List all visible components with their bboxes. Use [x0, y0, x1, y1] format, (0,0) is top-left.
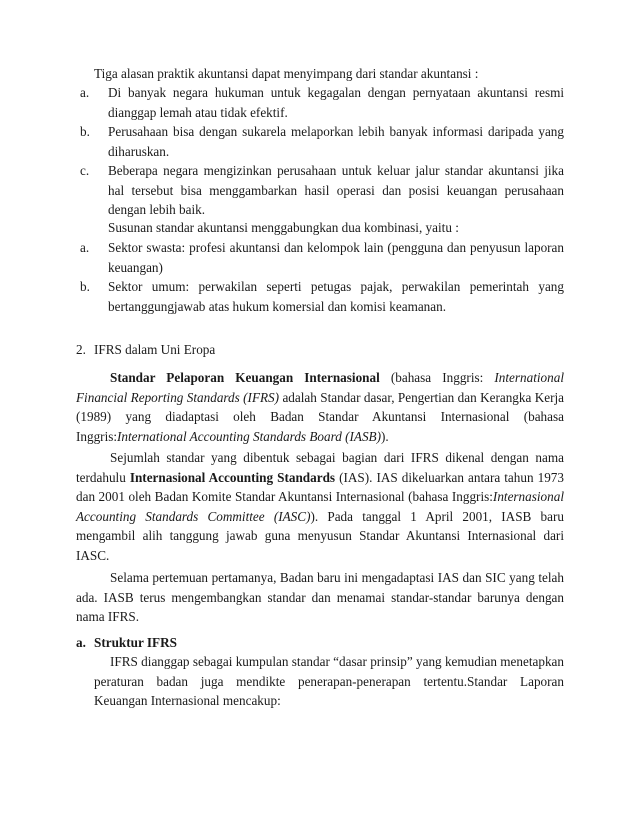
- list-item: [76, 277, 564, 316]
- list-item: [76, 161, 564, 220]
- list-marker: a.: [80, 240, 90, 255]
- list-marker: b.: [80, 279, 90, 294]
- subsection-title: Struktur IFRS: [94, 635, 177, 650]
- paragraph-ifrs-structure: IFRS dianggap sebagai kumpulan standar “dasar prinsip” yang kemudian menetapkan peraturan badan juga mendikte penerapan-penerapan tertentu.Standar Laporan Keuangan Internasional mencakup:: [94, 654, 564, 708]
- list-item-text: Sektor umum: perwakilan seperti petugas pajak, perwakilan pemerintah yang bertanggungjawab atas hukum komersial dan komisi keamanan.: [108, 279, 564, 314]
- reasons-intro: Tiga alasan praktik akuntansi dapat menyimpang dari standar akuntansi :: [94, 66, 479, 81]
- list-item: [76, 83, 564, 122]
- term-italic: International Financial Reporting Standards (IFRS): [76, 370, 564, 405]
- text-run: Sejumlah standar yang dibentuk sebagai bagian dari IFRS dikenal dengan nama terdahulu: [76, 450, 564, 485]
- paragraph-ifrs-definition: [76, 368, 564, 446]
- text-run: ).: [381, 428, 389, 444]
- term-bold: Standar Pelaporan Keuangan Internasional: [110, 370, 380, 385]
- list-item-text: Sektor swasta: profesi akuntansi dan kelompok lain (pengguna dan penyusun laporan keuangan): [108, 240, 564, 275]
- subsection-heading: [76, 633, 564, 653]
- subsection-marker: a.: [76, 635, 86, 650]
- combination-intro: Susunan standar akuntansi menggabungkan dua kombinasi, yaitu :: [108, 220, 459, 235]
- section-number: 2.: [76, 342, 86, 357]
- text-run: (bahasa Inggris:: [379, 370, 495, 385]
- text-run: adalah Standar dasar, Pengertian dan Kerangka Kerja (1989) yang diadaptasi oleh Badan Standar Akuntansi Internasional (bahasa Inggris:: [76, 389, 565, 444]
- list-marker: b.: [80, 124, 90, 139]
- section-heading: [76, 340, 564, 360]
- list-item-text: Di banyak negara hukuman untuk kegagalan dengan pernyataan akuntansi resmi dianggap lemah atau tidak efektif.: [108, 85, 564, 120]
- paragraph-iasb-adoption: Selama pertemuan pertamanya, Badan baru ini mengadaptasi IAS dan SIC yang telah ada. IASB terus mengembangkan standar dan menamai standar-standar barunya dengan nama IFRS.: [76, 570, 564, 624]
- list-item: [76, 122, 564, 161]
- list-marker: a.: [80, 85, 90, 100]
- paragraph-ias-history: [76, 448, 564, 565]
- term-bold: Internasional Accounting Standards: [129, 469, 336, 485]
- combination-list: [76, 238, 564, 316]
- reasons-list: [76, 83, 564, 220]
- term-italic: Internasional Accounting Standards Committee (IASC): [76, 489, 564, 524]
- text-run: (IAS). IAS dikeluarkan antara tahun 1973 dan 2001 oleh Badan Komite Standar Akuntansi Internasional (bahasa Inggris:: [76, 469, 564, 504]
- text-run: ). Pada tanggal 1 April 2001, IASB baru mengambil alih tanggung jawab guna menyusun Standar Akuntansi Internasional dari IASC.: [76, 508, 564, 563]
- list-item-text: Perusahaan bisa dengan sukarela melaporkan lebih banyak informasi daripada yang diharuskan.: [108, 124, 564, 159]
- list-item: [76, 238, 564, 277]
- section-title: IFRS dalam Uni Eropa: [94, 342, 216, 357]
- list-marker: c.: [80, 163, 90, 178]
- term-italic: International Accounting Standards Board (IASB): [117, 428, 381, 444]
- list-item-text: Beberapa negara mengizinkan perusahaan untuk keluar jalur standar akuntansi jika hal tersebut bisa menggambarkan hasil operasi dan posisi keuangan perusahaan dengan lebih baik.: [108, 163, 564, 217]
